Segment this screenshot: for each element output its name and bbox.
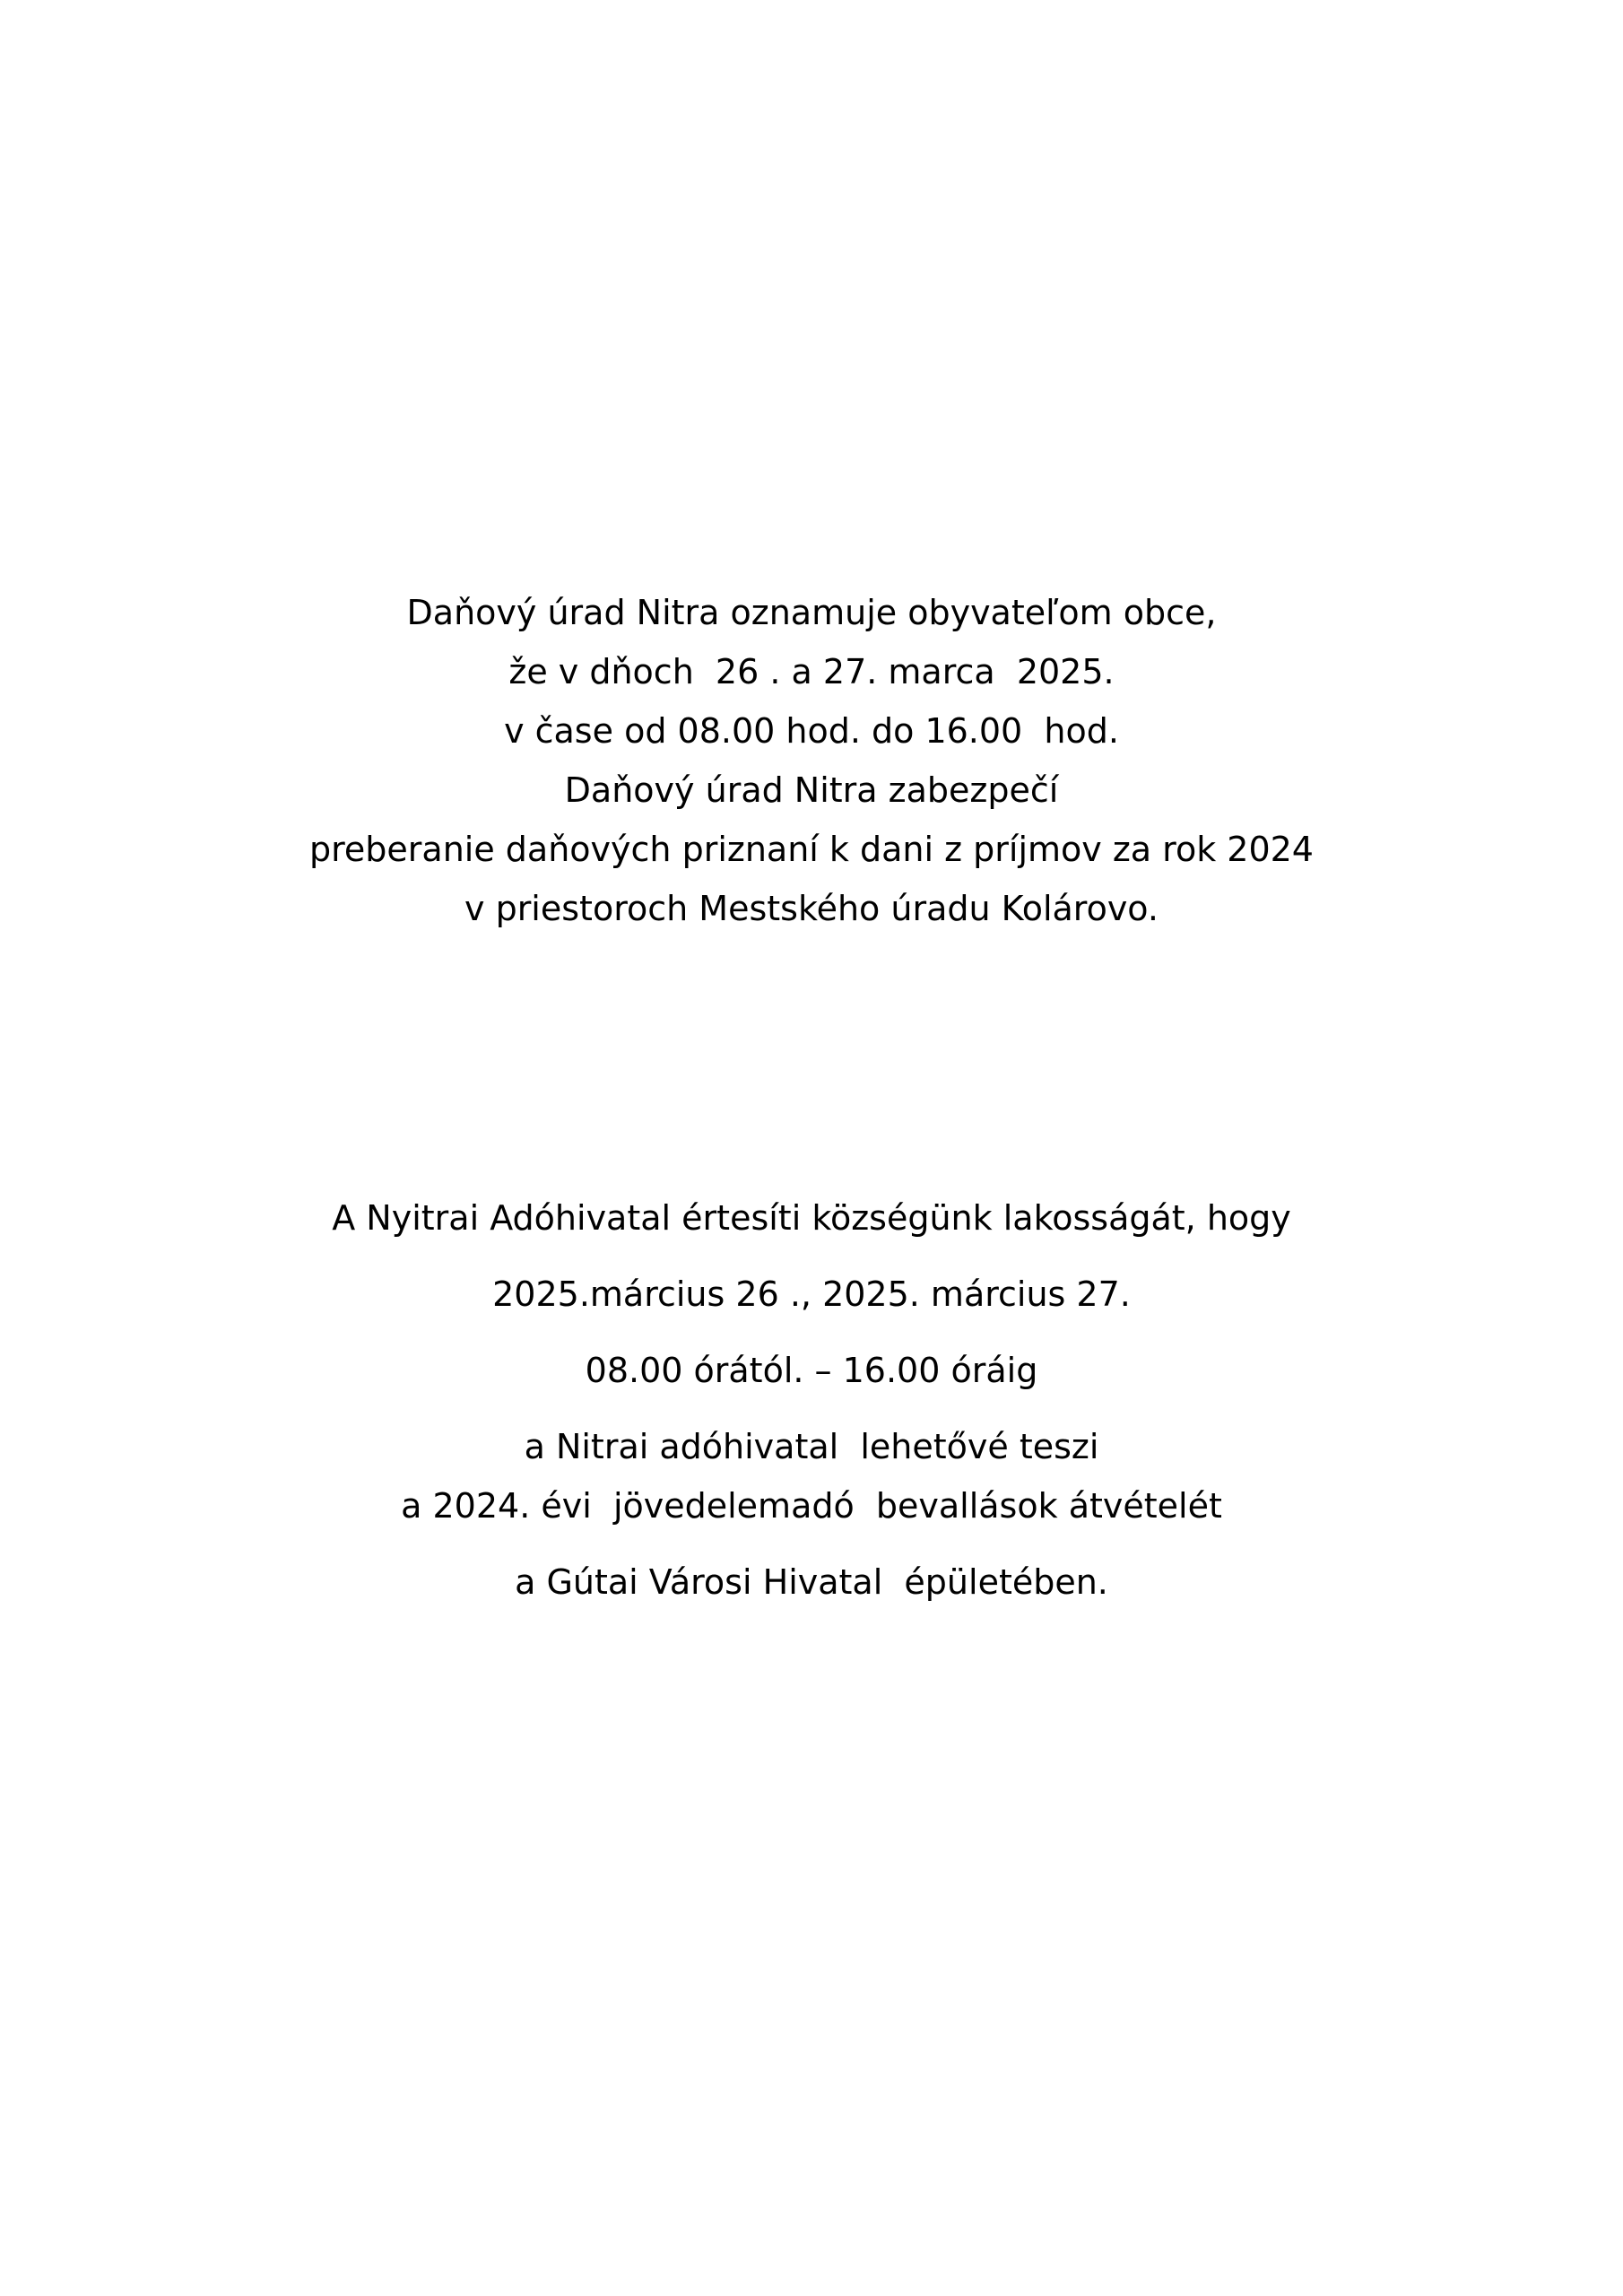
hungarian-line-1: A Nyitrai Adóhivatal értesíti községünk lakosságát, hogy — [332, 1198, 1291, 1238]
hungarian-line-5: a 2024. évi jövedelemadó bevallások átvételét — [401, 1486, 1222, 1526]
slovak-line-3: v čase od 08.00 hod. do 16.00 hod. — [504, 711, 1119, 751]
slovak-line-1: Daňový úrad Nitra oznamuje obyvateľom obce, — [406, 593, 1217, 632]
slovak-line-2: že v dňoch 26 . a 27. marca 2025. — [508, 652, 1115, 691]
slovak-notice — [0, 583, 1623, 938]
hungarian-notice — [0, 1188, 1623, 1612]
hungarian-line-4: a Nitrai adóhivatal lehetővé teszi — [524, 1427, 1099, 1466]
slovak-line-6: v priestoroch Mestského úradu Kolárovo. — [464, 889, 1159, 928]
hungarian-line-2: 2025.március 26 ., 2025. március 27. — [492, 1274, 1131, 1314]
slovak-line-5: preberanie daňových priznaní k dani z príjmov za rok 2024 — [309, 830, 1314, 869]
hungarian-line-6: a Gútai Városi Hivatal épületében. — [515, 1562, 1108, 1602]
slovak-line-4: Daňový úrad Nitra zabezpečí — [564, 770, 1059, 810]
hungarian-line-3: 08.00 órától. – 16.00 óráig — [585, 1351, 1038, 1390]
